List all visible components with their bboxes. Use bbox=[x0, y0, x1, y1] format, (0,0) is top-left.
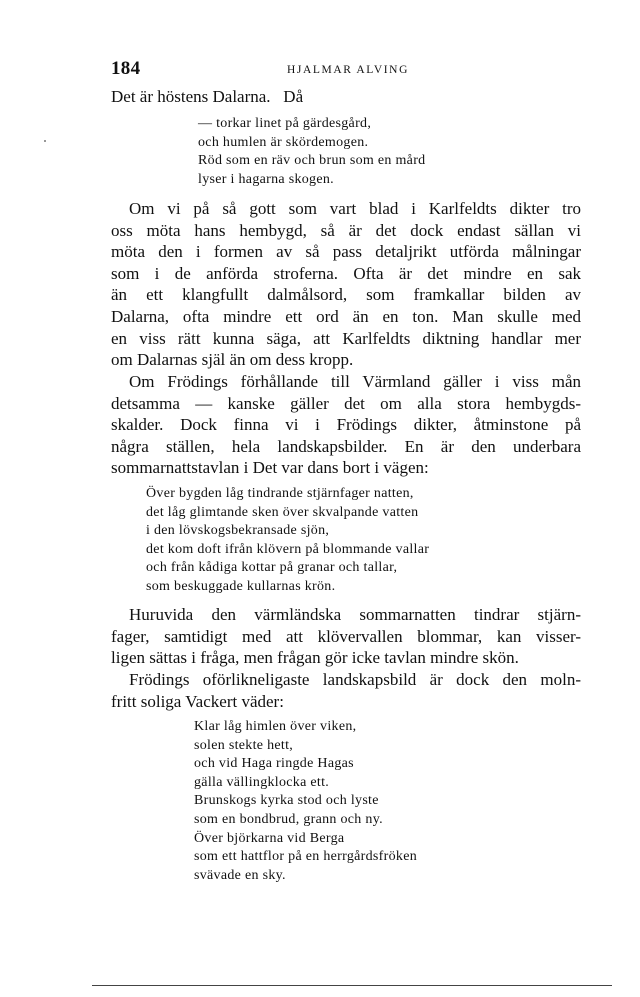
verse-line: som ett hattflor på en herrgårdsfröken bbox=[194, 849, 418, 865]
verse-line: solen stekte hett, bbox=[194, 737, 294, 753]
page-header bbox=[111, 58, 581, 82]
verse-line: Röd som en räv och brun som en mård bbox=[198, 153, 426, 169]
verse-line: och humlen är skördemogen. bbox=[198, 134, 369, 150]
verse-line: som beskuggade kullarnas krön. bbox=[146, 578, 336, 594]
text-line: Dalarna, ofta mindre ett ord än en ton. Man skulle med bbox=[111, 306, 581, 326]
verse-karlfeldt bbox=[198, 115, 425, 189]
verse-line: — torkar linet på gärdesgård, bbox=[198, 116, 372, 131]
paragraph-karlfeldt bbox=[111, 198, 581, 371]
paragraph-huruvida bbox=[111, 604, 581, 669]
paragraph-vackert-vader bbox=[111, 669, 581, 712]
text-line: detsamma — kanske gäller det om alla stora hembygds- bbox=[111, 393, 581, 413]
verse-line: och vid Haga ringde Hagas bbox=[194, 756, 354, 772]
text-line: skalder. Dock finna vi i Frödings dikter, åtminstone på bbox=[111, 415, 581, 435]
intro-line: Det är höstens Dalarna. Då bbox=[111, 87, 304, 106]
verse-vackert-vader bbox=[194, 718, 417, 885]
verse-line: det låg glimtande sken över skvalpande vatten bbox=[146, 504, 419, 520]
text-line: Om Frödings förhållande till Värmland gäller i viss mån bbox=[129, 372, 581, 391]
verse-line: Brunskogs kyrka stod och lyste bbox=[194, 793, 379, 809]
paper-speck bbox=[44, 140, 46, 142]
verse-line: Över bygden låg tindrande stjärnfager natten, bbox=[146, 486, 414, 501]
text-line: ligen sättas i fråga, men frågan gör icke tavlan mindre skön. bbox=[111, 648, 519, 668]
bottom-rule bbox=[92, 985, 612, 986]
text-line: några ställen, hela landskapsbilder. En är den underbara bbox=[111, 436, 581, 456]
text-line: möta den i formen av så pass detaljrikt utförda målningar bbox=[111, 242, 581, 262]
verse-line: det kom doft ifrån klövern på blommande vallar bbox=[146, 541, 430, 557]
verse-line: som en bondbrud, grann och ny. bbox=[194, 811, 383, 827]
verse-line: och från kådiga kottar på granar och tallar, bbox=[146, 560, 398, 576]
verse-line: gälla vällingklocka ett. bbox=[194, 774, 330, 790]
text-line: fritt soliga Vackert väder: bbox=[111, 691, 284, 711]
text-line: en viss rätt kunna säga, att Karlfeldts diktning handlar mer bbox=[111, 328, 581, 348]
text-line: oss möta hans hembygd, så är det dock endast sällan vi bbox=[111, 220, 581, 240]
verse-sommarnatt bbox=[146, 485, 429, 597]
text-line: sommarnattstavlan i Det var dans bort i vägen: bbox=[111, 458, 429, 478]
text-line: Huruvida den värmländska sommarnatten tindrar stjärn- bbox=[129, 605, 581, 624]
text-line: Om vi på så gott som vart blad i Karlfeldts dikter tro bbox=[129, 199, 581, 218]
text-line: Frödings oförlikneligaste landskapsbild är dock den moln- bbox=[129, 670, 581, 689]
verse-line: svävade en sky. bbox=[194, 867, 286, 883]
running-head: HJALMAR ALVING bbox=[287, 64, 409, 76]
intro-line-block bbox=[111, 86, 581, 108]
text-line: som i de anförda stroferna. Ofta är det mindre en sak bbox=[111, 263, 581, 283]
page-number: 184 bbox=[111, 58, 141, 79]
text-line: om Dalarnas själ än om dess kropp. bbox=[111, 350, 354, 370]
verse-line: lyser i hagarna skogen. bbox=[198, 171, 334, 187]
text-line: än ett klangfullt dalmålsord, som framkallar bilden av bbox=[111, 285, 581, 305]
verse-line: i den lövskogsbekransade sjön, bbox=[146, 523, 330, 539]
text-line: fager, samtidigt med att klövervallen blommar, kan visser- bbox=[111, 626, 581, 646]
verse-line: Klar låg himlen över viken, bbox=[194, 719, 357, 734]
verse-line: Över björkarna vid Berga bbox=[194, 830, 345, 846]
paragraph-froding bbox=[111, 371, 581, 479]
